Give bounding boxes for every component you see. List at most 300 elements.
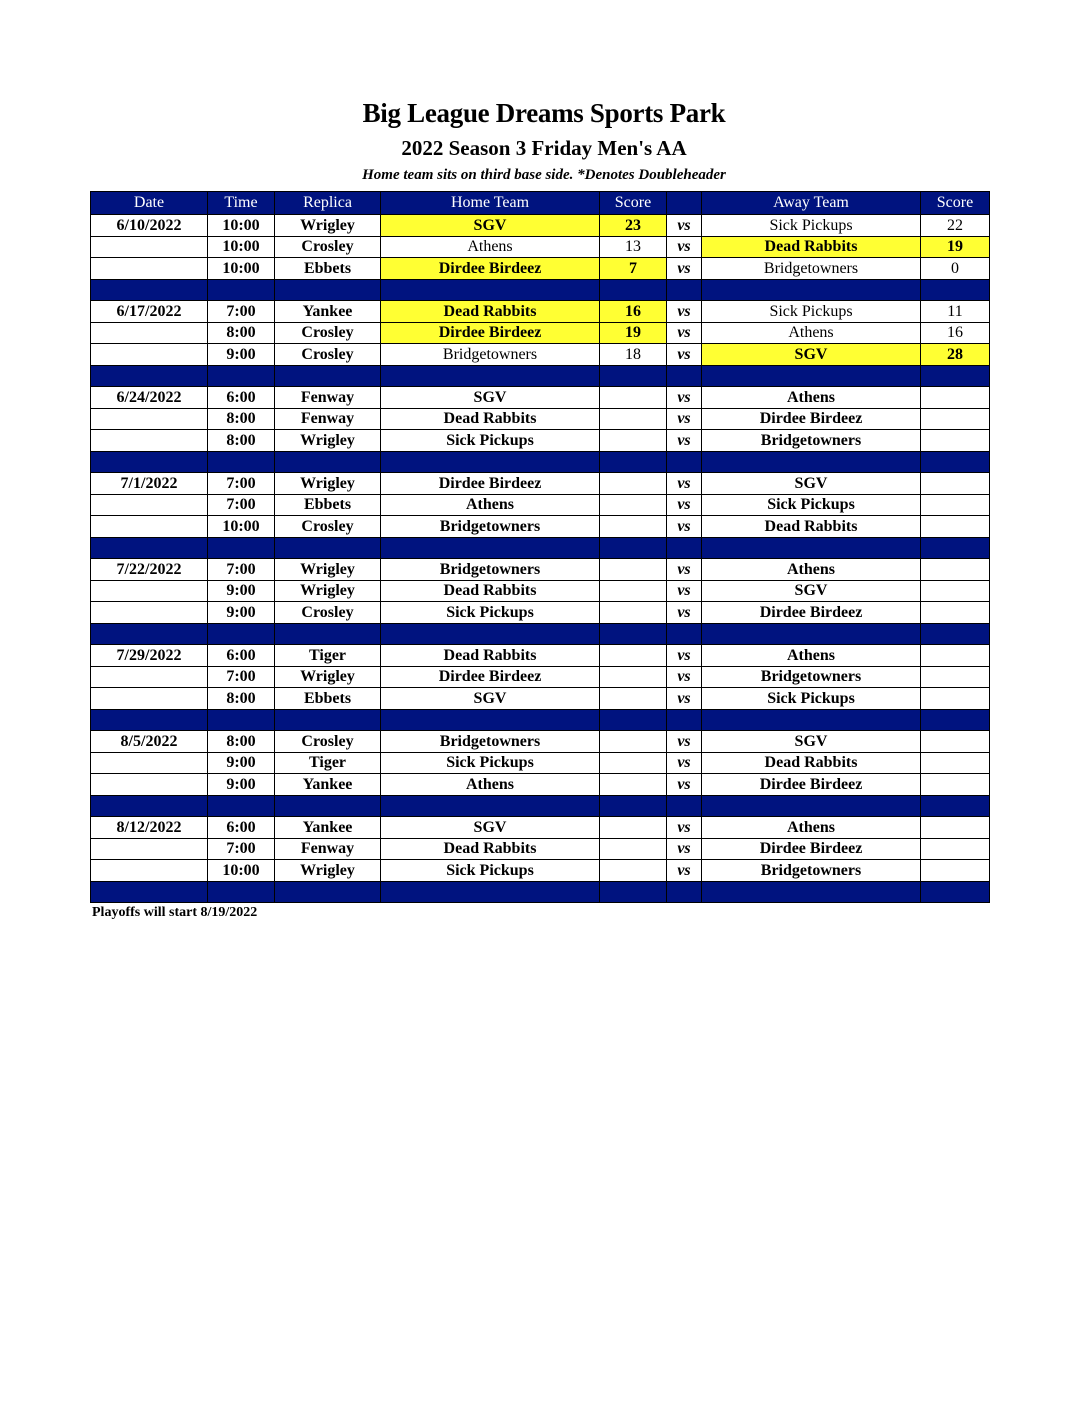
game-row <box>91 473 990 495</box>
home-score <box>600 580 667 602</box>
home-score <box>600 516 667 538</box>
game-replica: Crosley <box>275 602 381 624</box>
away-team: SGV <box>702 731 921 753</box>
home-score: 19 <box>600 322 667 344</box>
away-score <box>921 838 990 860</box>
game-replica: Ebbets <box>275 258 381 280</box>
home-score: 18 <box>600 344 667 366</box>
home-score <box>600 838 667 860</box>
separator-cell <box>600 881 667 903</box>
away-score: 16 <box>921 322 990 344</box>
game-row <box>91 408 990 430</box>
separator-cell <box>600 795 667 817</box>
away-team: Sick Pickups <box>702 301 921 323</box>
game-replica: Crosley <box>275 344 381 366</box>
week-separator <box>91 537 990 559</box>
game-time: 9:00 <box>208 344 275 366</box>
home-team: Dirdee Birdeez <box>381 258 600 280</box>
game-row <box>91 322 990 344</box>
separator-cell <box>381 709 600 731</box>
game-time: 10:00 <box>208 236 275 258</box>
header-home-team: Home Team <box>381 192 600 215</box>
game-replica: Yankee <box>275 817 381 839</box>
home-team: Sick Pickups <box>381 860 600 882</box>
game-time: 8:00 <box>208 322 275 344</box>
game-row <box>91 817 990 839</box>
separator-cell <box>600 623 667 645</box>
home-score: 23 <box>600 215 667 237</box>
header-replica: Replica <box>275 192 381 215</box>
game-date <box>91 602 208 624</box>
away-team: SGV <box>702 580 921 602</box>
separator-cell <box>702 623 921 645</box>
separator-cell <box>600 451 667 473</box>
vs-label: vs <box>667 215 702 237</box>
vs-label: vs <box>667 666 702 688</box>
game-row <box>91 602 990 624</box>
game-time: 9:00 <box>208 752 275 774</box>
game-row <box>91 301 990 323</box>
game-date <box>91 860 208 882</box>
away-score <box>921 473 990 495</box>
home-team: Dead Rabbits <box>381 408 600 430</box>
separator-cell <box>667 623 702 645</box>
vs-label: vs <box>667 774 702 796</box>
game-row <box>91 580 990 602</box>
separator-cell <box>208 279 275 301</box>
away-score <box>921 559 990 581</box>
game-replica: Wrigley <box>275 860 381 882</box>
separator-cell <box>667 365 702 387</box>
game-row <box>91 731 990 753</box>
separator-cell <box>667 537 702 559</box>
away-score: 28 <box>921 344 990 366</box>
vs-label: vs <box>667 408 702 430</box>
game-row <box>91 258 990 280</box>
home-score <box>600 602 667 624</box>
game-time: 8:00 <box>208 731 275 753</box>
separator-cell <box>91 451 208 473</box>
away-score <box>921 666 990 688</box>
vs-label: vs <box>667 516 702 538</box>
separator-cell <box>381 365 600 387</box>
schedule-table <box>90 191 990 903</box>
home-score <box>600 408 667 430</box>
vs-label: vs <box>667 645 702 667</box>
separator-cell <box>208 881 275 903</box>
header-date: Date <box>91 192 208 215</box>
game-time: 10:00 <box>208 215 275 237</box>
separator-cell <box>381 623 600 645</box>
away-score <box>921 752 990 774</box>
game-time: 8:00 <box>208 430 275 452</box>
away-score <box>921 408 990 430</box>
header-away-score: Score <box>921 192 990 215</box>
vs-label: vs <box>667 344 702 366</box>
game-time: 9:00 <box>208 774 275 796</box>
separator-cell <box>702 795 921 817</box>
away-team: Athens <box>702 387 921 409</box>
separator-cell <box>921 537 990 559</box>
week-separator <box>91 365 990 387</box>
separator-cell <box>381 279 600 301</box>
game-date <box>91 408 208 430</box>
game-replica: Fenway <box>275 387 381 409</box>
home-team: SGV <box>381 215 600 237</box>
game-replica: Ebbets <box>275 494 381 516</box>
vs-label: vs <box>667 301 702 323</box>
away-score: 11 <box>921 301 990 323</box>
away-score <box>921 817 990 839</box>
away-team: SGV <box>702 344 921 366</box>
playoffs-note: Playoffs will start 8/19/2022 <box>92 905 258 920</box>
separator-cell <box>275 279 381 301</box>
home-team: Dirdee Birdeez <box>381 473 600 495</box>
game-time: 7:00 <box>208 301 275 323</box>
separator-cell <box>381 881 600 903</box>
home-team: SGV <box>381 387 600 409</box>
game-date <box>91 344 208 366</box>
away-team: Dirdee Birdeez <box>702 838 921 860</box>
separator-cell <box>275 537 381 559</box>
separator-cell <box>275 795 381 817</box>
separator-cell <box>275 451 381 473</box>
separator-cell <box>921 279 990 301</box>
home-score <box>600 752 667 774</box>
game-time: 8:00 <box>208 688 275 710</box>
home-team: Dead Rabbits <box>381 645 600 667</box>
away-team: Dead Rabbits <box>702 752 921 774</box>
away-score <box>921 731 990 753</box>
schedule-body <box>91 215 990 903</box>
home-team: Dead Rabbits <box>381 838 600 860</box>
home-score <box>600 688 667 710</box>
game-date <box>91 494 208 516</box>
game-row <box>91 516 990 538</box>
game-time: 6:00 <box>208 817 275 839</box>
separator-cell <box>702 537 921 559</box>
separator-cell <box>275 365 381 387</box>
separator-cell <box>667 451 702 473</box>
game-time: 10:00 <box>208 516 275 538</box>
game-date <box>91 774 208 796</box>
game-replica: Crosley <box>275 322 381 344</box>
header-time: Time <box>208 192 275 215</box>
away-score <box>921 430 990 452</box>
game-time: 6:00 <box>208 387 275 409</box>
home-score <box>600 430 667 452</box>
header-home-score: Score <box>600 192 667 215</box>
week-separator <box>91 795 990 817</box>
home-team: Sick Pickups <box>381 602 600 624</box>
away-team: Sick Pickups <box>702 215 921 237</box>
game-time: 9:00 <box>208 580 275 602</box>
vs-label: vs <box>667 322 702 344</box>
away-score <box>921 387 990 409</box>
game-time: 6:00 <box>208 645 275 667</box>
home-team: Dead Rabbits <box>381 301 600 323</box>
away-score: 0 <box>921 258 990 280</box>
away-score <box>921 860 990 882</box>
home-team: Sick Pickups <box>381 430 600 452</box>
home-team: SGV <box>381 817 600 839</box>
home-team: Bridgetowners <box>381 731 600 753</box>
game-time: 7:00 <box>208 559 275 581</box>
game-date <box>91 430 208 452</box>
game-row <box>91 215 990 237</box>
separator-cell <box>667 795 702 817</box>
game-date: 6/17/2022 <box>91 301 208 323</box>
separator-cell <box>600 365 667 387</box>
game-date <box>91 838 208 860</box>
separator-cell <box>275 709 381 731</box>
separator-cell <box>702 279 921 301</box>
away-team: Bridgetowners <box>702 258 921 280</box>
vs-label: vs <box>667 430 702 452</box>
game-replica: Tiger <box>275 645 381 667</box>
separator-cell <box>667 709 702 731</box>
home-team: Athens <box>381 774 600 796</box>
away-score <box>921 516 990 538</box>
away-team: Athens <box>702 559 921 581</box>
game-time: 10:00 <box>208 860 275 882</box>
away-score: 19 <box>921 236 990 258</box>
header-away-team: Away Team <box>702 192 921 215</box>
home-team: Bridgetowners <box>381 559 600 581</box>
game-replica: Fenway <box>275 408 381 430</box>
separator-cell <box>208 365 275 387</box>
vs-label: vs <box>667 258 702 280</box>
separator-cell <box>921 451 990 473</box>
game-row <box>91 430 990 452</box>
separator-cell <box>702 365 921 387</box>
separator-cell <box>275 623 381 645</box>
separator-cell <box>91 795 208 817</box>
game-row <box>91 494 990 516</box>
home-team: Athens <box>381 494 600 516</box>
game-date <box>91 580 208 602</box>
page-subtitle: 2022 Season 3 Friday Men's AA <box>401 136 687 160</box>
away-team: Sick Pickups <box>702 688 921 710</box>
game-date: 8/5/2022 <box>91 731 208 753</box>
separator-cell <box>208 451 275 473</box>
game-row <box>91 838 990 860</box>
game-replica: Wrigley <box>275 473 381 495</box>
vs-label: vs <box>667 494 702 516</box>
away-team: Athens <box>702 817 921 839</box>
game-replica: Ebbets <box>275 688 381 710</box>
away-team: Bridgetowners <box>702 860 921 882</box>
game-replica: Wrigley <box>275 666 381 688</box>
away-score <box>921 494 990 516</box>
game-date: 8/12/2022 <box>91 817 208 839</box>
home-team: SGV <box>381 688 600 710</box>
separator-cell <box>91 623 208 645</box>
game-replica: Wrigley <box>275 580 381 602</box>
vs-label: vs <box>667 602 702 624</box>
away-score <box>921 645 990 667</box>
home-score <box>600 473 667 495</box>
separator-cell <box>208 537 275 559</box>
vs-label: vs <box>667 387 702 409</box>
away-team: Athens <box>702 645 921 667</box>
vs-label: vs <box>667 473 702 495</box>
separator-cell <box>600 537 667 559</box>
away-team: Bridgetowners <box>702 430 921 452</box>
game-replica: Yankee <box>275 774 381 796</box>
game-row <box>91 387 990 409</box>
game-row <box>91 344 990 366</box>
game-date <box>91 322 208 344</box>
game-time: 7:00 <box>208 494 275 516</box>
game-replica: Wrigley <box>275 430 381 452</box>
game-row <box>91 559 990 581</box>
game-time: 7:00 <box>208 838 275 860</box>
game-date <box>91 688 208 710</box>
home-score <box>600 731 667 753</box>
home-team: Bridgetowners <box>381 344 600 366</box>
away-score <box>921 774 990 796</box>
separator-cell <box>667 881 702 903</box>
home-score: 7 <box>600 258 667 280</box>
separator-cell <box>702 451 921 473</box>
game-replica: Wrigley <box>275 215 381 237</box>
game-replica: Crosley <box>275 516 381 538</box>
game-row <box>91 666 990 688</box>
home-team: Dead Rabbits <box>381 580 600 602</box>
game-date: 6/24/2022 <box>91 387 208 409</box>
week-separator <box>91 881 990 903</box>
vs-label: vs <box>667 817 702 839</box>
header-vs <box>667 192 702 215</box>
away-team: Dirdee Birdeez <box>702 602 921 624</box>
separator-cell <box>381 537 600 559</box>
game-date <box>91 258 208 280</box>
separator-cell <box>702 709 921 731</box>
home-team: Sick Pickups <box>381 752 600 774</box>
home-score <box>600 387 667 409</box>
vs-label: vs <box>667 236 702 258</box>
separator-cell <box>91 881 208 903</box>
game-date <box>91 752 208 774</box>
week-separator <box>91 709 990 731</box>
vs-label: vs <box>667 559 702 581</box>
home-score <box>600 860 667 882</box>
game-row <box>91 860 990 882</box>
away-score: 22 <box>921 215 990 237</box>
separator-cell <box>600 279 667 301</box>
home-team: Dirdee Birdeez <box>381 666 600 688</box>
game-time: 9:00 <box>208 602 275 624</box>
schedule-note: Home team sits on third base side. *Denotes Doubleheader <box>362 167 726 183</box>
home-score: 16 <box>600 301 667 323</box>
home-score <box>600 774 667 796</box>
away-team: Athens <box>702 322 921 344</box>
home-team: Dirdee Birdeez <box>381 322 600 344</box>
game-replica: Tiger <box>275 752 381 774</box>
away-score <box>921 580 990 602</box>
game-replica: Wrigley <box>275 559 381 581</box>
game-date <box>91 516 208 538</box>
vs-label: vs <box>667 838 702 860</box>
separator-cell <box>600 709 667 731</box>
week-separator <box>91 623 990 645</box>
away-team: SGV <box>702 473 921 495</box>
separator-cell <box>91 279 208 301</box>
home-score <box>600 559 667 581</box>
separator-cell <box>381 451 600 473</box>
separator-cell <box>208 709 275 731</box>
game-row <box>91 688 990 710</box>
away-team: Bridgetowners <box>702 666 921 688</box>
game-replica: Crosley <box>275 236 381 258</box>
separator-cell <box>91 365 208 387</box>
separator-cell <box>921 365 990 387</box>
vs-label: vs <box>667 860 702 882</box>
separator-cell <box>702 881 921 903</box>
home-score <box>600 494 667 516</box>
home-score <box>600 645 667 667</box>
vs-label: vs <box>667 688 702 710</box>
game-row <box>91 774 990 796</box>
separator-cell <box>208 623 275 645</box>
game-time: 7:00 <box>208 473 275 495</box>
vs-label: vs <box>667 731 702 753</box>
home-team: Athens <box>381 236 600 258</box>
vs-label: vs <box>667 580 702 602</box>
separator-cell <box>667 279 702 301</box>
away-team: Dead Rabbits <box>702 516 921 538</box>
game-date: 7/29/2022 <box>91 645 208 667</box>
separator-cell <box>208 795 275 817</box>
separator-cell <box>275 881 381 903</box>
separator-cell <box>921 623 990 645</box>
week-separator <box>91 279 990 301</box>
home-score <box>600 817 667 839</box>
game-row <box>91 645 990 667</box>
vs-label: vs <box>667 752 702 774</box>
game-date: 6/10/2022 <box>91 215 208 237</box>
separator-cell <box>91 709 208 731</box>
page-title: Big League Dreams Sports Park <box>362 98 726 128</box>
week-separator <box>91 451 990 473</box>
game-time: 10:00 <box>208 258 275 280</box>
separator-cell <box>921 795 990 817</box>
away-score <box>921 688 990 710</box>
away-team: Dead Rabbits <box>702 236 921 258</box>
game-row <box>91 236 990 258</box>
away-team: Sick Pickups <box>702 494 921 516</box>
game-date: 7/22/2022 <box>91 559 208 581</box>
game-replica: Fenway <box>275 838 381 860</box>
home-team: Bridgetowners <box>381 516 600 538</box>
home-score: 13 <box>600 236 667 258</box>
game-replica: Yankee <box>275 301 381 323</box>
game-row <box>91 752 990 774</box>
game-date: 7/1/2022 <box>91 473 208 495</box>
game-date <box>91 236 208 258</box>
home-score <box>600 666 667 688</box>
game-replica: Crosley <box>275 731 381 753</box>
header-row <box>91 192 990 215</box>
game-time: 7:00 <box>208 666 275 688</box>
away-team: Dirdee Birdeez <box>702 774 921 796</box>
away-team: Dirdee Birdeez <box>702 408 921 430</box>
away-score <box>921 602 990 624</box>
separator-cell <box>91 537 208 559</box>
separator-cell <box>921 709 990 731</box>
game-time: 8:00 <box>208 408 275 430</box>
